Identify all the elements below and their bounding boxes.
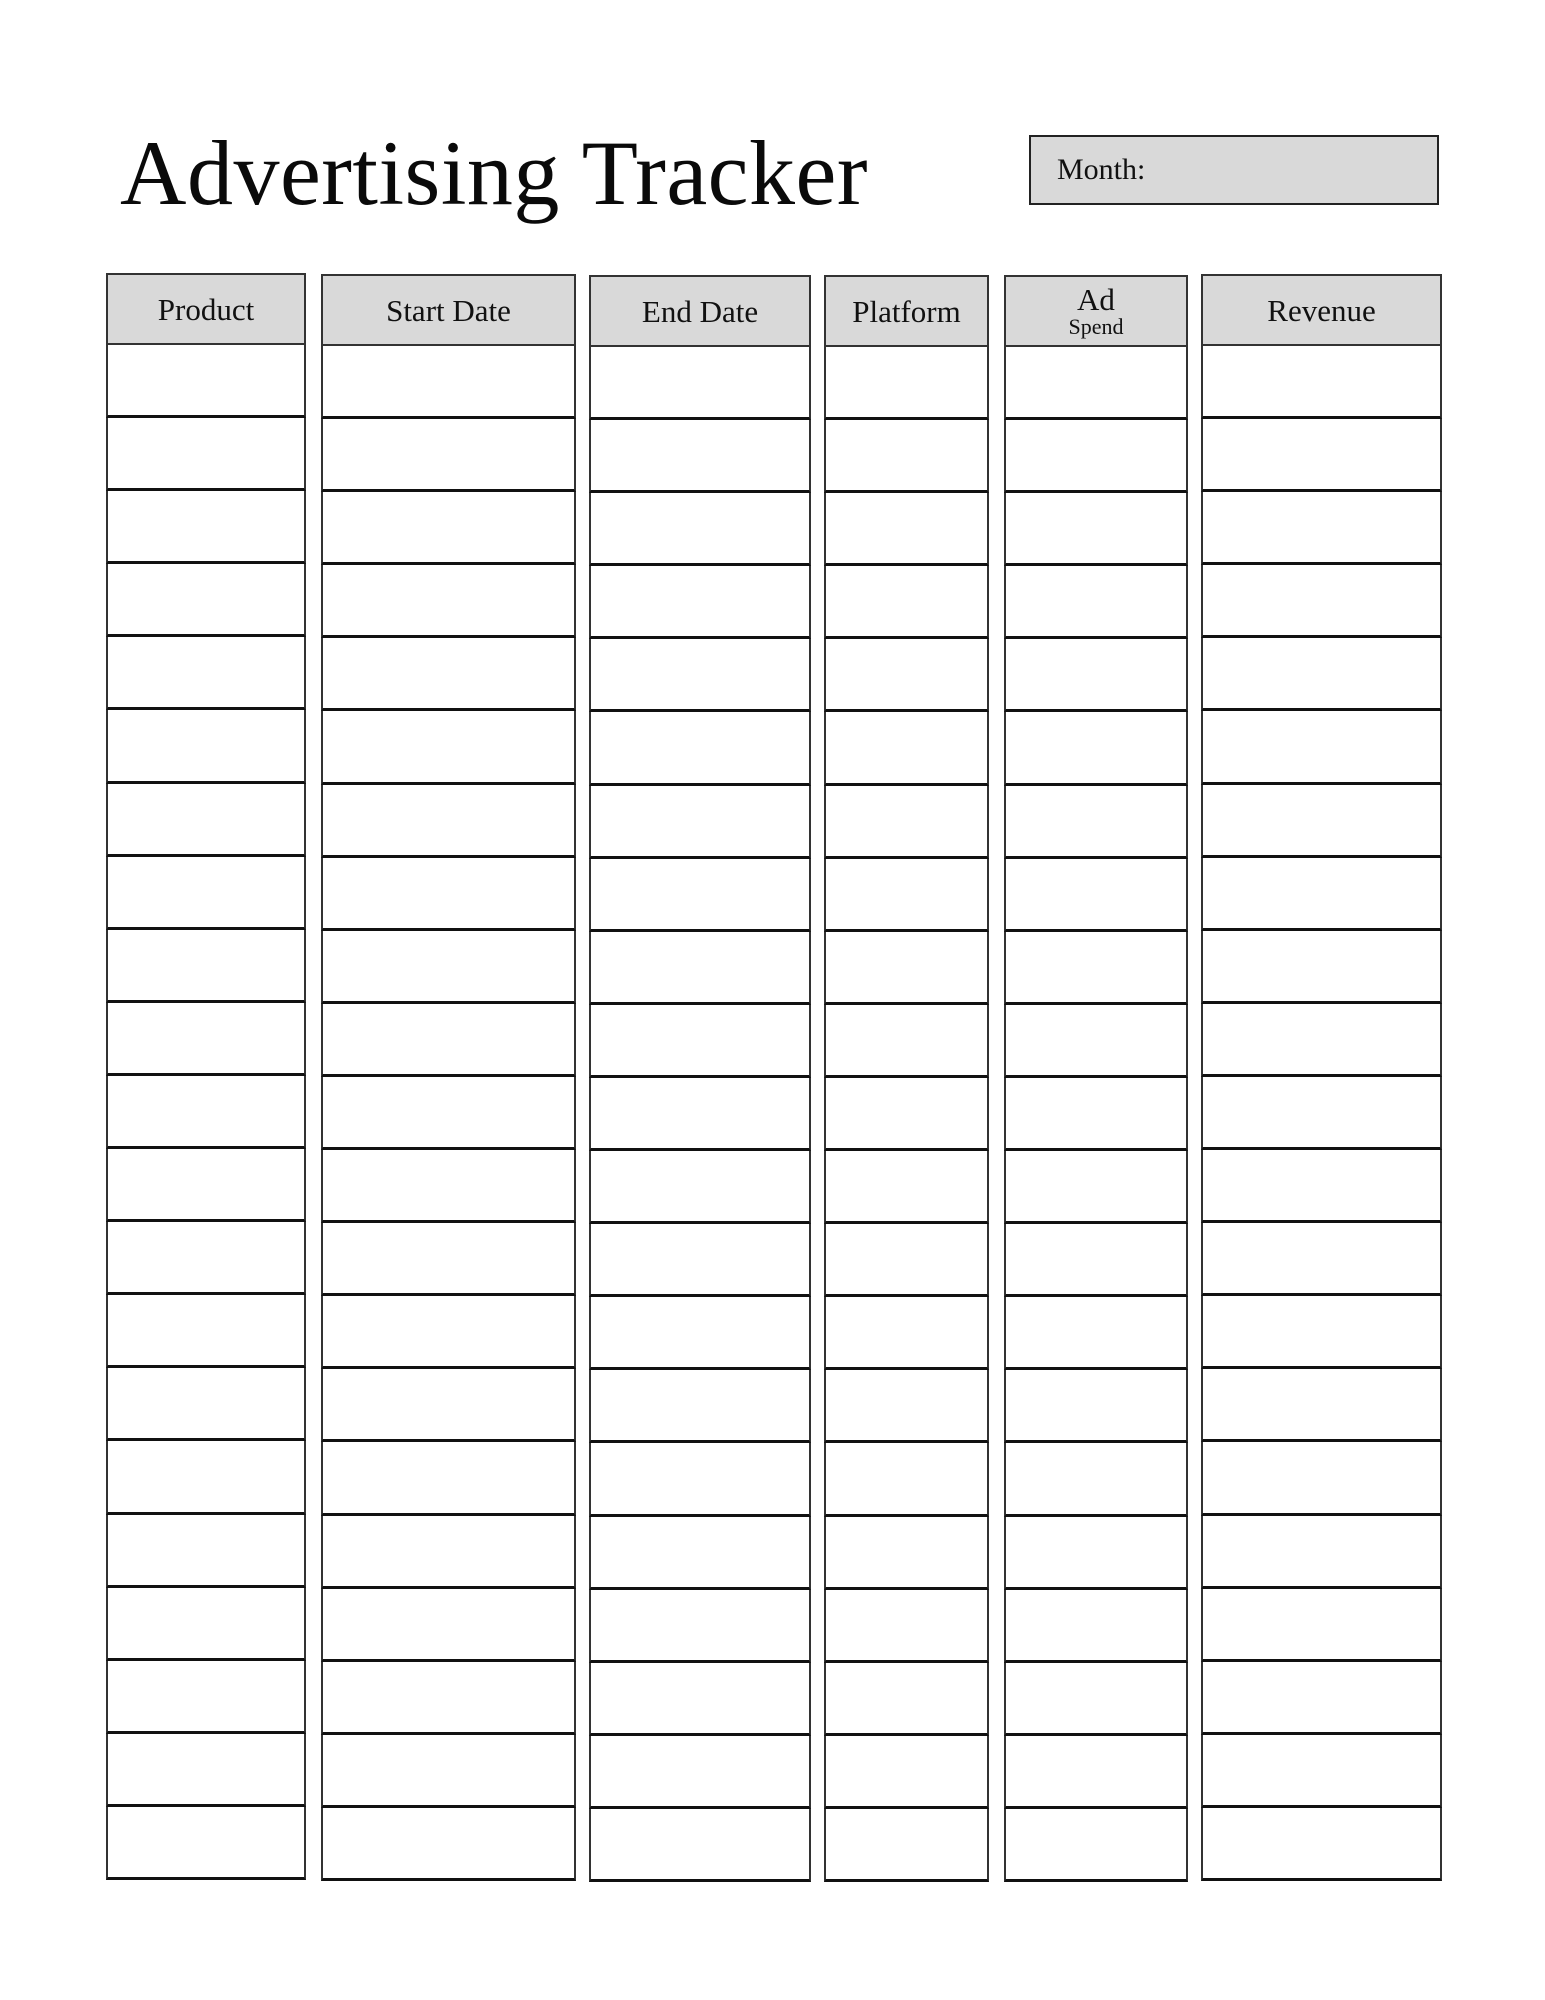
table-cell-end-date[interactable]	[589, 1736, 811, 1809]
column-header-end-date	[589, 275, 811, 347]
table-cell-product[interactable]	[106, 1734, 306, 1807]
table-cell-start-date[interactable]	[321, 1662, 576, 1735]
table-cell-ad-spend[interactable]	[1004, 712, 1188, 785]
table-cell-revenue[interactable]	[1201, 419, 1442, 492]
table-cell-end-date[interactable]	[589, 493, 811, 566]
table-cell-product[interactable]	[106, 930, 306, 1003]
table-cell-product[interactable]	[106, 1441, 306, 1514]
table-cell-start-date[interactable]	[321, 1369, 576, 1442]
table-cell-revenue[interactable]	[1201, 1150, 1442, 1223]
table-cell-ad-spend[interactable]	[1004, 1809, 1188, 1882]
table-cell-product[interactable]	[106, 1076, 306, 1149]
column-ad-spend	[1004, 275, 1188, 1882]
table-cell-revenue[interactable]	[1201, 1808, 1442, 1881]
table-cell-ad-spend[interactable]	[1004, 1663, 1188, 1736]
table-cell-end-date[interactable]	[589, 1517, 811, 1590]
table-cell-ad-spend[interactable]	[1004, 859, 1188, 932]
table-cell-revenue[interactable]	[1201, 858, 1442, 931]
table-cell-platform[interactable]	[824, 639, 989, 712]
table-cell-product[interactable]	[106, 564, 306, 637]
column-start-date	[321, 274, 576, 1881]
table-cell-product[interactable]	[106, 1222, 306, 1295]
table-cell-revenue[interactable]	[1201, 785, 1442, 858]
table-cell-platform[interactable]	[824, 420, 989, 493]
table-cell-platform[interactable]	[824, 786, 989, 859]
table-cell-product[interactable]	[106, 784, 306, 857]
table-cell-product[interactable]	[106, 1295, 306, 1368]
month-label: Month:	[1057, 153, 1146, 186]
table-cell-revenue[interactable]	[1201, 1369, 1442, 1442]
table-cell-start-date[interactable]	[321, 1442, 576, 1515]
table-cell-ad-spend[interactable]	[1004, 420, 1188, 493]
table-cell-product[interactable]	[106, 1588, 306, 1661]
table-cell-ad-spend[interactable]	[1004, 493, 1188, 566]
column-product	[106, 273, 306, 1880]
column-platform	[824, 275, 989, 1882]
table-cell-ad-spend[interactable]	[1004, 347, 1188, 420]
table-cell-end-date[interactable]	[589, 1005, 811, 1078]
table-cell-revenue[interactable]	[1201, 492, 1442, 565]
table-cell-ad-spend[interactable]	[1004, 1590, 1188, 1663]
table-cell-end-date[interactable]	[589, 1078, 811, 1151]
table-cell-end-date[interactable]	[589, 1590, 811, 1663]
column-header-label: Platform	[852, 293, 961, 329]
table-cell-product[interactable]	[106, 1149, 306, 1222]
table-cell-end-date[interactable]	[589, 1809, 811, 1882]
table-cell-platform[interactable]	[824, 1151, 989, 1224]
table-cell-revenue[interactable]	[1201, 1004, 1442, 1077]
table-cell-platform[interactable]	[824, 1078, 989, 1151]
table-cell-start-date[interactable]	[321, 785, 576, 858]
table-cell-ad-spend[interactable]	[1004, 1517, 1188, 1590]
column-header-revenue	[1201, 274, 1442, 346]
table-cell-product[interactable]	[106, 1515, 306, 1588]
table-cell-platform[interactable]	[824, 932, 989, 1005]
table-cell-start-date[interactable]	[321, 858, 576, 931]
table-cell-revenue[interactable]	[1201, 1296, 1442, 1369]
column-header-start-date	[321, 274, 576, 346]
table-cell-end-date[interactable]	[589, 639, 811, 712]
table-cell-product[interactable]	[106, 637, 306, 710]
table-cell-ad-spend[interactable]	[1004, 1078, 1188, 1151]
table-cell-ad-spend[interactable]	[1004, 932, 1188, 1005]
table-cell-start-date[interactable]	[321, 1296, 576, 1369]
table-cell-start-date[interactable]	[321, 711, 576, 784]
table-cell-product[interactable]	[106, 418, 306, 491]
table-cell-start-date[interactable]	[321, 931, 576, 1004]
table-cell-product[interactable]	[106, 1807, 306, 1880]
table-cell-end-date[interactable]	[589, 1663, 811, 1736]
table-cell-product[interactable]	[106, 1368, 306, 1441]
table-cell-ad-spend[interactable]	[1004, 1443, 1188, 1516]
table-cell-product[interactable]	[106, 1003, 306, 1076]
table-cell-start-date[interactable]	[321, 565, 576, 638]
table-cell-end-date[interactable]	[589, 1151, 811, 1224]
table-cell-ad-spend[interactable]	[1004, 1224, 1188, 1297]
column-header-ad-spend	[1004, 275, 1188, 347]
table-cell-product[interactable]	[106, 710, 306, 783]
table-cell-end-date[interactable]	[589, 859, 811, 932]
table-cell-product[interactable]	[106, 491, 306, 564]
table-cell-ad-spend[interactable]	[1004, 1005, 1188, 1078]
table-cell-revenue[interactable]	[1201, 1442, 1442, 1515]
table-cell-end-date[interactable]	[589, 347, 811, 420]
table-cell-start-date[interactable]	[321, 638, 576, 711]
month-field[interactable]	[1029, 135, 1439, 205]
table-cell-end-date[interactable]	[589, 1297, 811, 1370]
table-cell-ad-spend[interactable]	[1004, 1370, 1188, 1443]
table-cell-platform[interactable]	[824, 1224, 989, 1297]
table-cell-platform[interactable]	[824, 493, 989, 566]
table-cell-start-date[interactable]	[321, 1150, 576, 1223]
table-cell-platform[interactable]	[824, 1443, 989, 1516]
table-cell-start-date[interactable]	[321, 492, 576, 565]
table-cell-revenue[interactable]	[1201, 1077, 1442, 1150]
table-cell-end-date[interactable]	[589, 1370, 811, 1443]
table-cell-ad-spend[interactable]	[1004, 639, 1188, 712]
table-cell-end-date[interactable]	[589, 786, 811, 859]
table-cell-revenue[interactable]	[1201, 1223, 1442, 1296]
column-header-platform	[824, 275, 989, 347]
column-header-label: Revenue	[1267, 292, 1376, 328]
table-cell-platform[interactable]	[824, 1590, 989, 1663]
column-revenue	[1201, 274, 1442, 1881]
table-cell-start-date[interactable]	[321, 1077, 576, 1150]
table-cell-ad-spend[interactable]	[1004, 1151, 1188, 1224]
table-cell-product[interactable]	[106, 857, 306, 930]
column-header-label: Ad	[1077, 282, 1115, 317]
table-cell-platform[interactable]	[824, 1005, 989, 1078]
table-cell-start-date[interactable]	[321, 419, 576, 492]
table-cell-start-date[interactable]	[321, 1223, 576, 1296]
table-cell-platform[interactable]	[824, 859, 989, 932]
column-header-sublabel: Spend	[1068, 314, 1124, 339]
table-cell-end-date[interactable]	[589, 1224, 811, 1297]
table-cell-end-date[interactable]	[589, 932, 811, 1005]
table-cell-revenue[interactable]	[1201, 931, 1442, 1004]
table-cell-revenue[interactable]	[1201, 1662, 1442, 1735]
column-header-label: Start Date	[386, 292, 511, 328]
table-cell-platform[interactable]	[824, 1517, 989, 1590]
table-cell-revenue[interactable]	[1201, 1735, 1442, 1808]
table-cell-start-date[interactable]	[321, 1516, 576, 1589]
table-cell-end-date[interactable]	[589, 1443, 811, 1516]
column-header-label: Product	[157, 291, 255, 327]
table-cell-revenue[interactable]	[1201, 1516, 1442, 1589]
table-cell-start-date[interactable]	[321, 1808, 576, 1881]
table-cell-revenue[interactable]	[1201, 346, 1442, 419]
table-cell-start-date[interactable]	[321, 1004, 576, 1077]
table-cell-product[interactable]	[106, 1661, 306, 1734]
table-cell-revenue[interactable]	[1201, 711, 1442, 784]
table-cell-revenue[interactable]	[1201, 565, 1442, 638]
column-end-date	[589, 275, 811, 1882]
table-cell-revenue[interactable]	[1201, 638, 1442, 711]
table-cell-start-date[interactable]	[321, 346, 576, 419]
table-cell-ad-spend[interactable]	[1004, 566, 1188, 639]
table-cell-start-date[interactable]	[321, 1735, 576, 1808]
table-cell-ad-spend[interactable]	[1004, 1297, 1188, 1370]
table-cell-platform[interactable]	[824, 1736, 989, 1809]
column-header-label: End Date	[641, 293, 759, 329]
table-cell-revenue[interactable]	[1201, 1589, 1442, 1662]
table-cell-platform[interactable]	[824, 566, 989, 639]
table-cell-product[interactable]	[106, 345, 306, 418]
table-cell-end-date[interactable]	[589, 420, 811, 493]
column-header-product	[106, 273, 306, 345]
table-cell-platform[interactable]	[824, 1809, 989, 1882]
table-cell-ad-spend[interactable]	[1004, 1736, 1188, 1809]
table-cell-platform[interactable]	[824, 712, 989, 785]
table-cell-platform[interactable]	[824, 1297, 989, 1370]
page-title: Advertising Tracker	[120, 122, 868, 224]
table-cell-ad-spend[interactable]	[1004, 786, 1188, 859]
table-cell-platform[interactable]	[824, 1663, 989, 1736]
table-cell-end-date[interactable]	[589, 566, 811, 639]
table-cell-platform[interactable]	[824, 347, 989, 420]
table-cell-end-date[interactable]	[589, 712, 811, 785]
table-cell-platform[interactable]	[824, 1370, 989, 1443]
table-cell-start-date[interactable]	[321, 1589, 576, 1662]
